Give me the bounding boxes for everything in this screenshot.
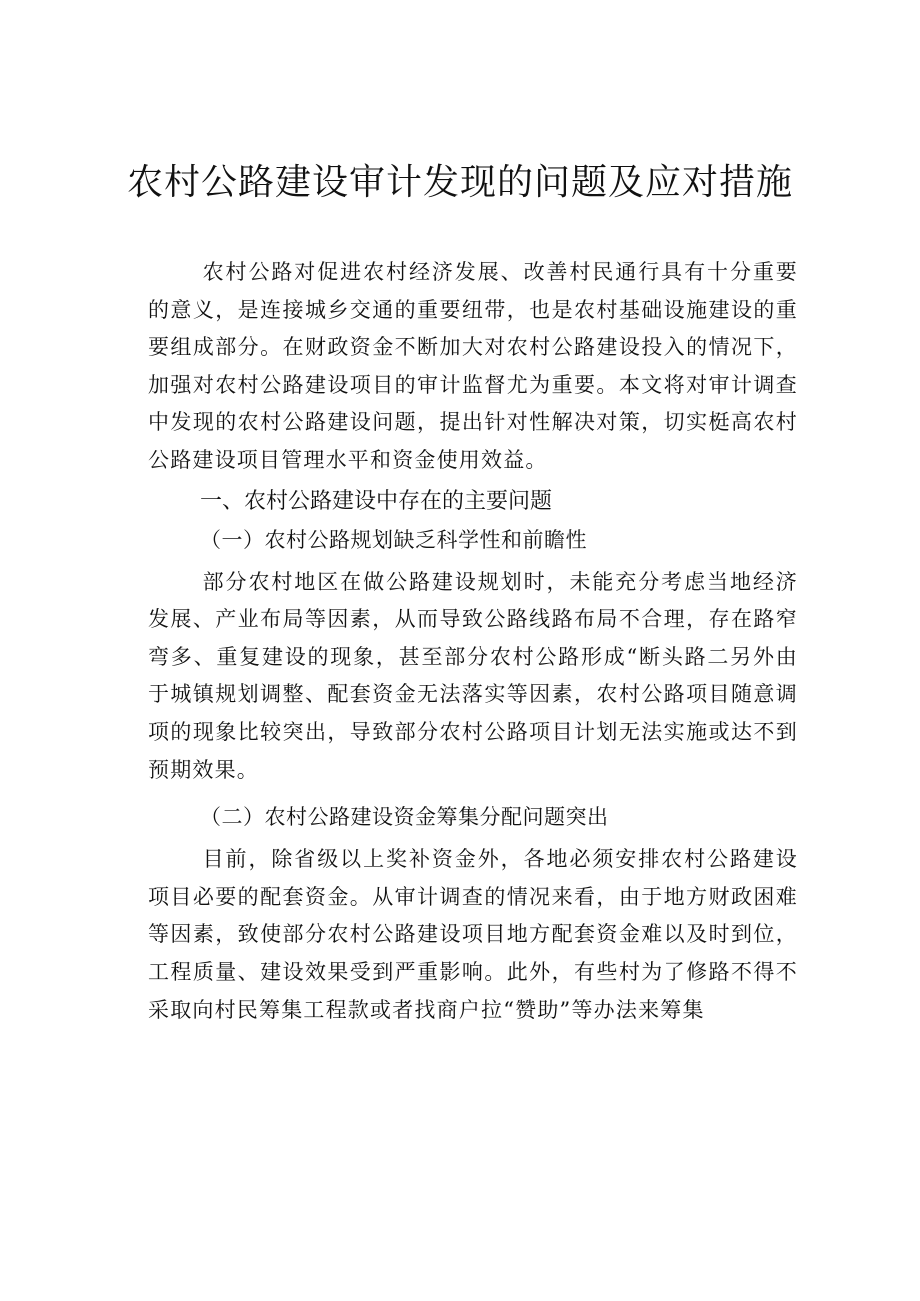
subsection-paragraph-1: 部分农村地区在做公路建设规划时，未能充分考虑当地经济发展、产业布局等因素，从而导致公路线路布局不合理，存在路窄弯多、重复建设的现象，甚至部分农村公路形成“断头路二另外由于城镇规划调整、配套资金无法落实等因素，农村公路项目随意调项的现象比较突出，导致部分农村公路项目计划无法实施或达不到预期效果。 [148, 569, 798, 782]
intro-paragraph: 农村公路对促进农村经济发展、改善村民通行具有十分重要的意义，是连接城乡交通的重要纽带，也是农村基础设施建设的重要组成部分。在财政资金不断加大对农村公路建设投入的情况下，加强对农村公路建设项目的审计监督尤为重要。本文将对审计调查中发现的农村公路建设问题，提出针对性解决对策，切实梃高农村公路建设项目管理水平和资金使用效益。 [148, 260, 798, 472]
section-heading: 一、农村公路建设中存在的主要问题 [200, 488, 553, 514]
document-body [148, 254, 798, 1029]
document-title: 农村公路建设审计发现的问题及应对措施 [126, 162, 793, 203]
subsection-paragraph-2: 目前，除省级以上奖补资金外，各地必须安排农村公路建设项目必要的配套资金。从审计调查的情况来看，由于地方财政困难等因素，致使部分农村公路建设项目地方配套资金难以及时到位，工程质量、建设效果受到严重影响。此外，有些村为了修路不得不采取向村民筹集工程款或者找商户拉“赞助”等办法来筹集 [148, 847, 798, 1022]
subsection-heading-1: （一）农村公路规划缺乏科学性和前瞻性 [200, 527, 587, 552]
subsection-heading-2: （二）农村公路建设资金筹集分配问题突出 [200, 805, 609, 830]
